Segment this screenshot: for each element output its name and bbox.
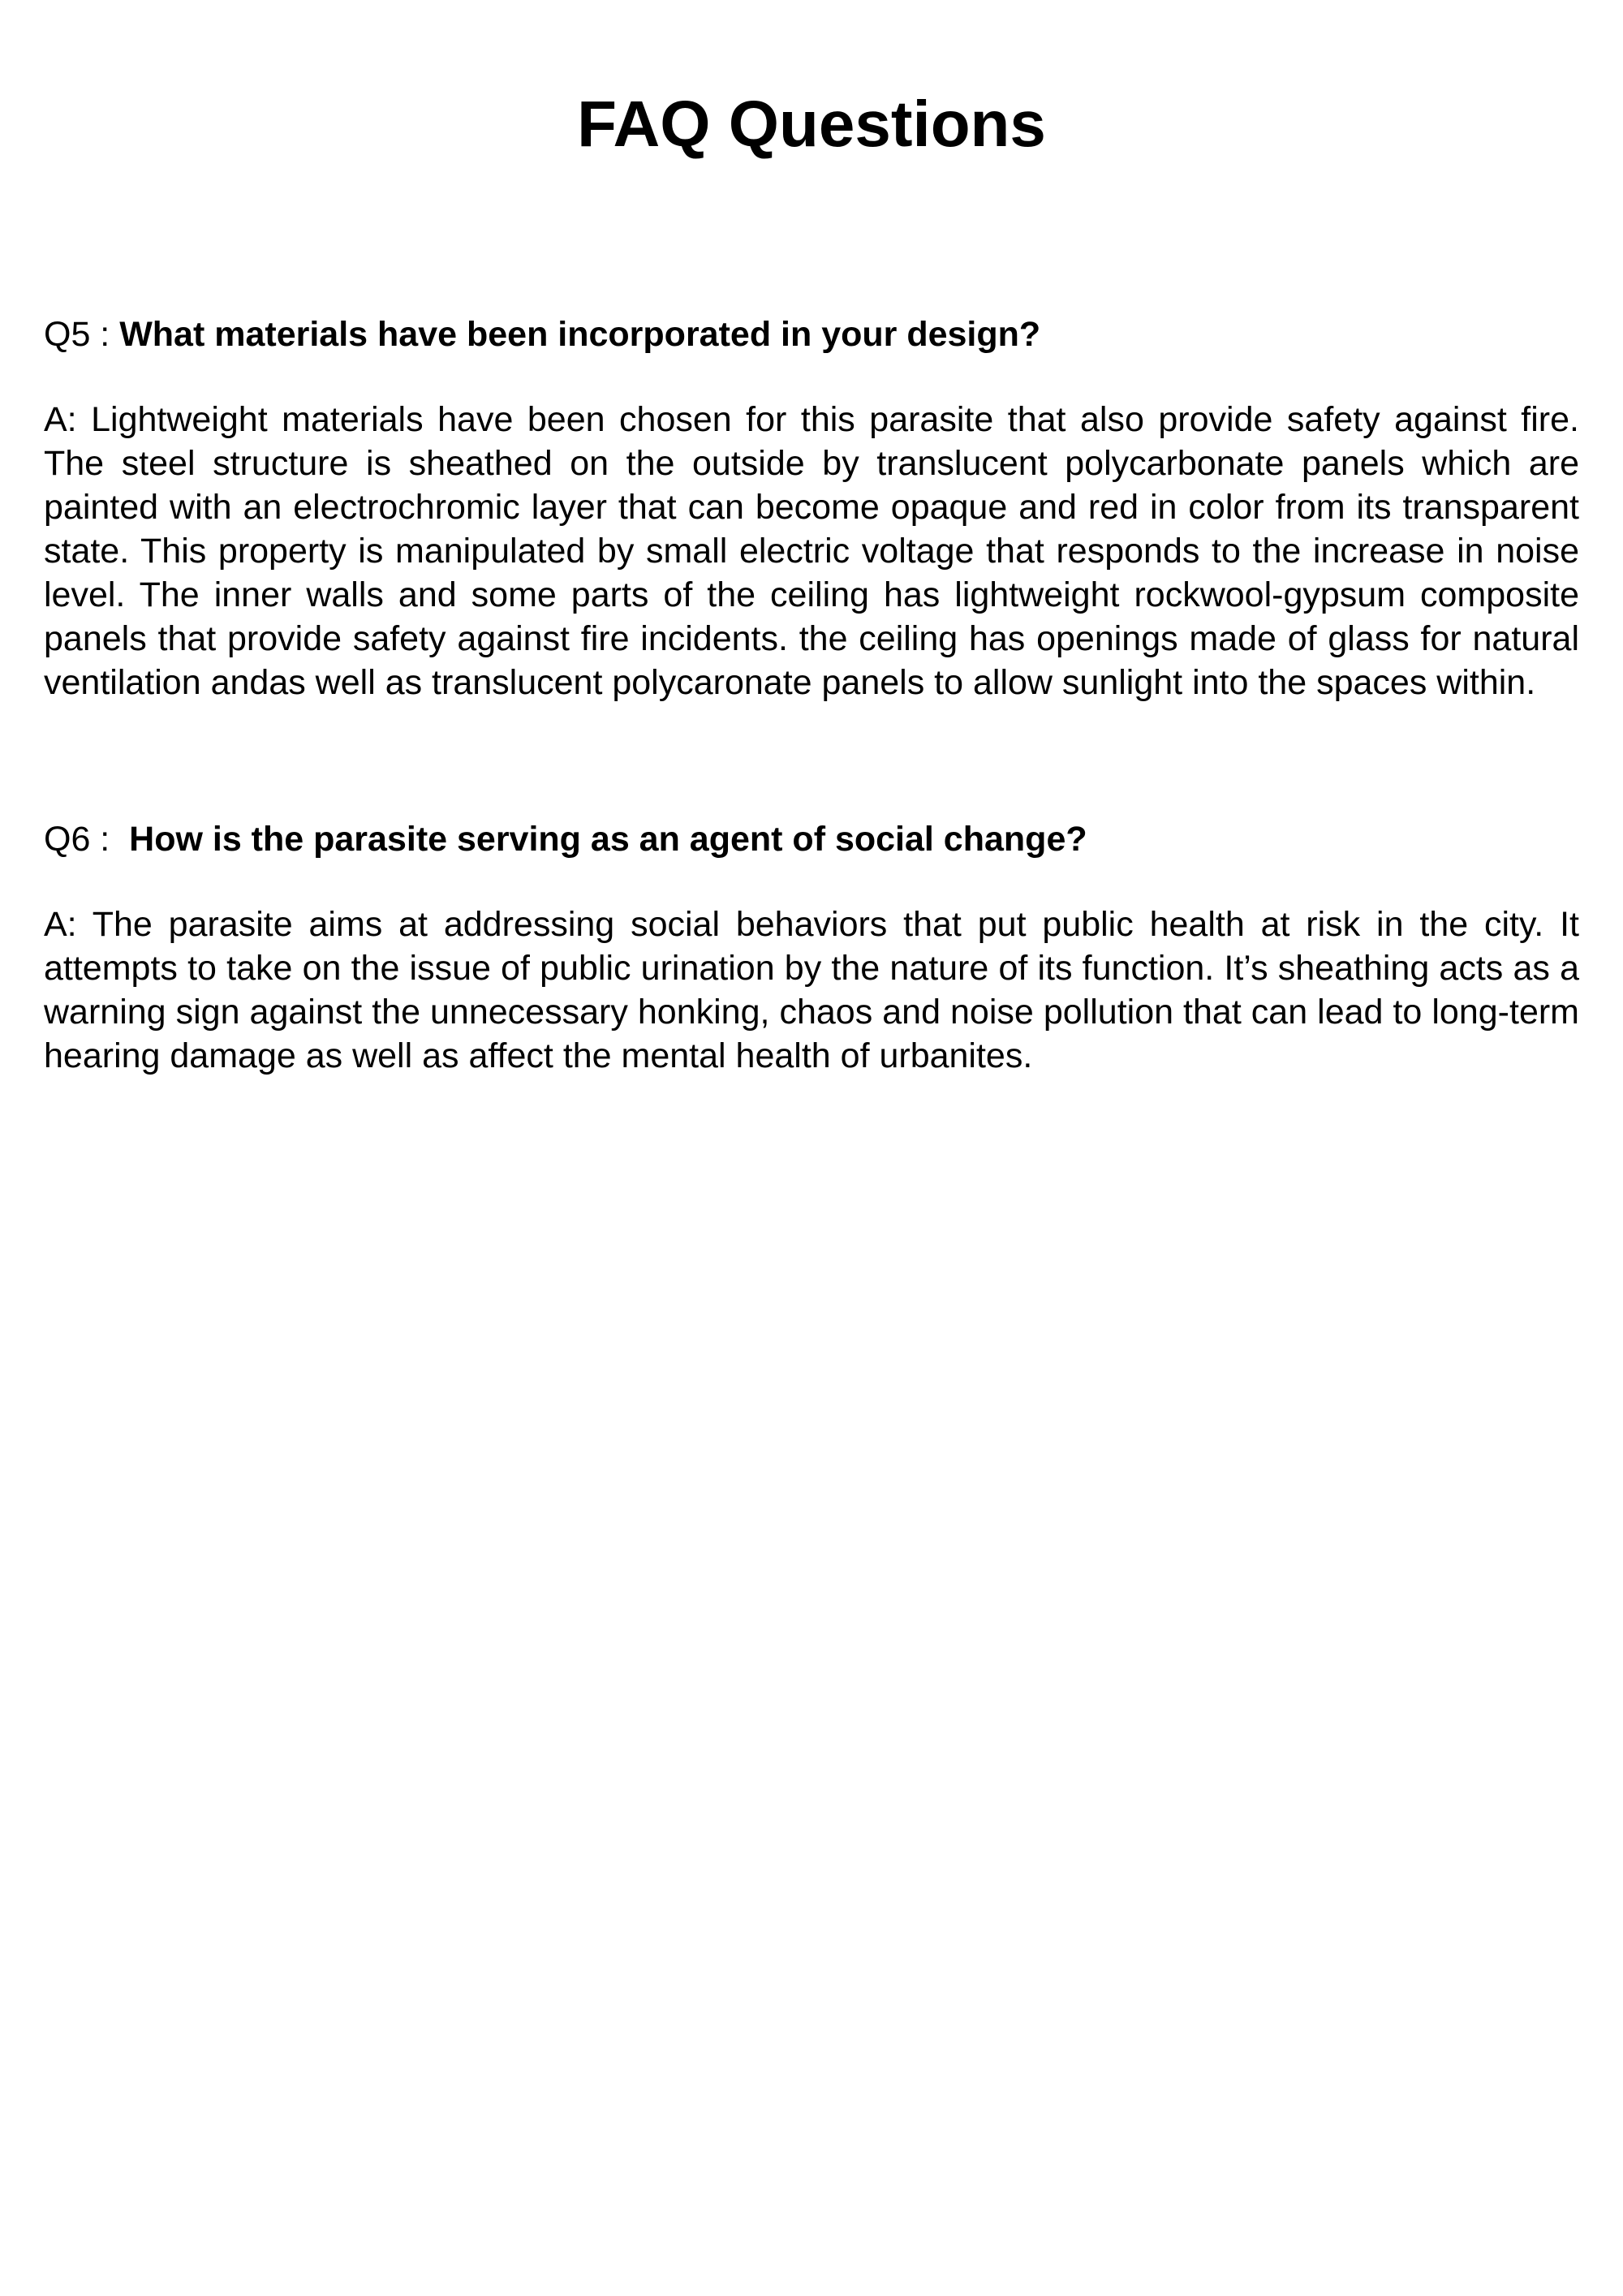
faq-answer: A: The parasite aims at addressing social behaviors that put public health at risk in the city. It attempts to take on the issue of public urination by the nature of its function. It’s sheathing acts as a warning sign against the unnecessary honking, chaos and noise pollution that can lead to long-term hearing damage as well as affect the mental health of urbanites. [44,905,1579,1075]
question-text: How is the parasite serving as an agent of social change? [129,820,1087,859]
faq-question [44,310,1579,359]
faq-item-q5 [44,310,1579,704]
question-label: Q6 : [44,820,130,859]
faq-answer: A: Lightweight materials have been chosen for this parasite that also provide safety against fire. The steel structure is sheathed on the outside by translucent polycarbonate panels which are painted with an electrochromic layer that can become opaque and red in color from its transparent state. This property is manipulated by small electric voltage that responds to the increase in noise level. The inner walls and some parts of the ceiling has lightweight rockwool-gypsum composite panels that provide safety against fire incidents. the ceiling has openings made of glass for natural ventilation andas well as translucent polycaronate panels to allow sunlight into the spaces within. [44,400,1579,702]
page-title: FAQ Questions [577,88,1046,160]
faq-question [44,815,1579,864]
faq-item-q6 [44,815,1579,1078]
question-label: Q5 : [44,315,120,354]
question-text: What materials have been incorporated in your design? [119,315,1041,354]
